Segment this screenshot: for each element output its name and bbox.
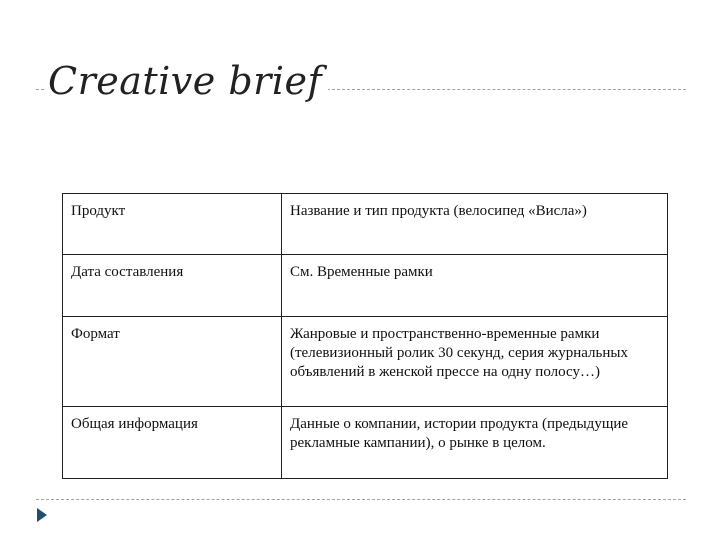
brief-table (62, 193, 668, 479)
table-row (63, 255, 668, 317)
row-label: Формат (63, 317, 282, 407)
row-label: Дата составления (63, 255, 282, 317)
row-label: Продукт (63, 194, 282, 255)
row-value: См. Временные рамки (282, 255, 668, 317)
table-row (63, 194, 668, 255)
row-value: Данные о компании, истории продукта (предыдущие рекламные кампании), о рынке в целом. (282, 407, 668, 479)
row-value: Жанровые и пространственно-временные рамки (телевизионный ролик 30 секунд, серия журнальных объявлений в женской прессе на одну полосу…) (282, 317, 668, 407)
table-row (63, 407, 668, 479)
row-value: Название и тип продукта (велосипед «Висла») (282, 194, 668, 255)
triangle-bullet-icon (37, 508, 47, 522)
slide-title: Creative brief (46, 58, 328, 104)
row-label: Общая информация (63, 407, 282, 479)
footer-divider (36, 499, 686, 500)
table-row (63, 317, 668, 407)
